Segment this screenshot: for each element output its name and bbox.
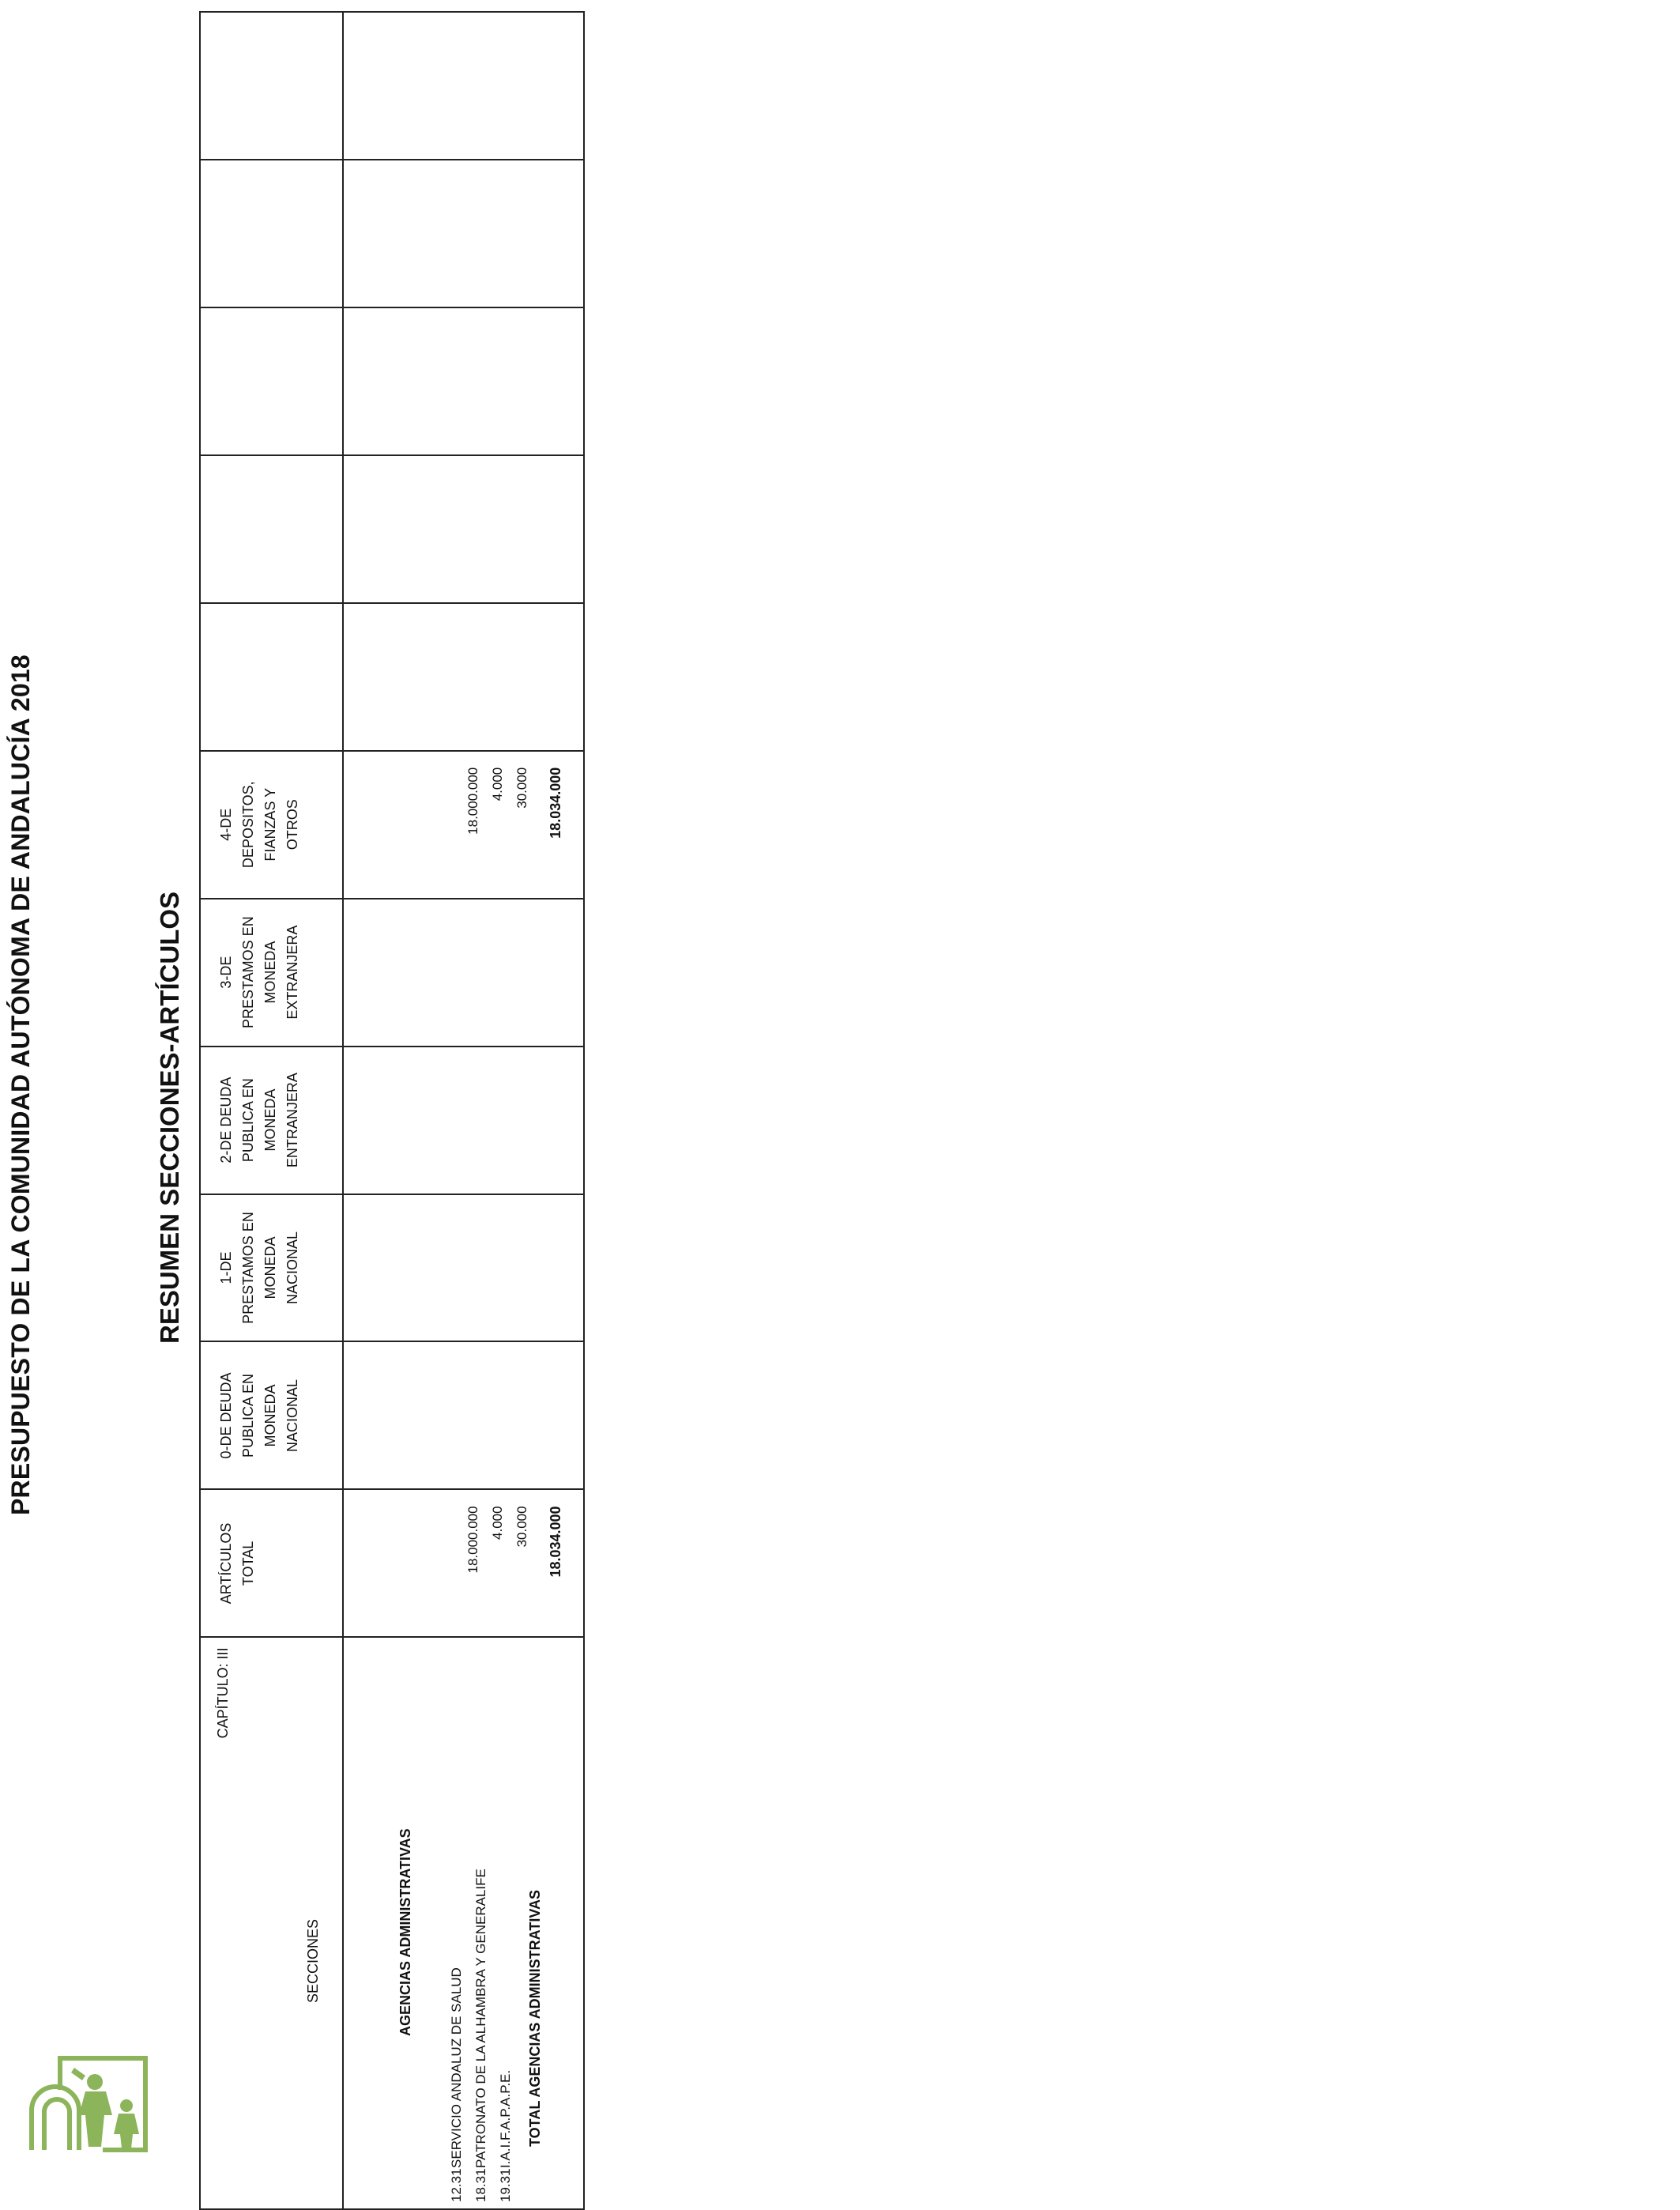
total-column-cell bbox=[343, 1489, 584, 1637]
header-line: PUBLICA EN bbox=[240, 1078, 256, 1163]
art3-cell bbox=[343, 899, 584, 1047]
header-empty bbox=[200, 307, 343, 455]
header-art-0 bbox=[200, 1341, 343, 1489]
header-line: NACIONAL bbox=[284, 1231, 300, 1305]
section-code: 18.31 bbox=[473, 2168, 488, 2202]
header-art-3 bbox=[200, 899, 343, 1047]
table-row bbox=[444, 1638, 469, 2202]
art4-cell bbox=[343, 751, 584, 899]
header-art-1 bbox=[200, 1194, 343, 1342]
table-row bbox=[493, 1638, 518, 2202]
header-line: MONEDA bbox=[262, 941, 278, 1004]
header-line: 1-DE bbox=[218, 1251, 234, 1284]
header-line: NACIONAL bbox=[284, 1378, 300, 1452]
header-line: 2-DE DEUDA bbox=[218, 1077, 234, 1163]
header-line: MONEDA bbox=[262, 1088, 278, 1152]
secciones-cell bbox=[343, 1637, 584, 2209]
header-line: PRESTAMOS EN bbox=[240, 916, 256, 1028]
section-code: 12.31 bbox=[449, 2168, 464, 2202]
header-line: 3-DE bbox=[218, 956, 234, 989]
header-line: TOTAL bbox=[240, 1541, 256, 1586]
empty-cell bbox=[343, 307, 584, 455]
row-total-value: 18.000.000 bbox=[465, 1506, 480, 1574]
art0-cell bbox=[343, 1341, 584, 1489]
header-line: PUBLICA EN bbox=[240, 1373, 256, 1458]
header-empty bbox=[200, 12, 343, 160]
header-line: MONEDA bbox=[262, 1236, 278, 1299]
header-line: OTROS bbox=[284, 799, 300, 850]
empty-cell bbox=[343, 12, 584, 160]
page-title: PRESUPUESTO DE LA COMUNIDAD AUTÓNOMA DE ANDALUCÍA 2018 bbox=[6, 654, 35, 1515]
header-line: 0-DE DEUDA bbox=[218, 1372, 234, 1459]
header-line: MONEDA bbox=[262, 1384, 278, 1447]
art2-cell bbox=[343, 1047, 584, 1194]
empty-cell bbox=[343, 160, 584, 307]
section-code: 19.31 bbox=[498, 2168, 513, 2202]
grand-total-value: 18.034.000 bbox=[548, 1506, 563, 1578]
header-art-4 bbox=[200, 751, 343, 899]
header-line: ARTÍCULOS bbox=[218, 1522, 234, 1605]
row-art4-value: 4.000 bbox=[490, 767, 505, 801]
header-articulos-total bbox=[200, 1489, 343, 1637]
secciones-label: SECCIONES bbox=[305, 1918, 321, 2003]
header-line: EXTRANJERA bbox=[284, 925, 300, 1020]
empty-cell bbox=[343, 455, 584, 603]
junta-andalucia-logo-icon bbox=[9, 2055, 149, 2153]
header-line: DEPOSITOS, bbox=[240, 781, 256, 869]
table-row bbox=[469, 1638, 493, 2202]
header-line: ENTRANJERA bbox=[284, 1073, 300, 1168]
header-line: 4-DE bbox=[218, 808, 234, 841]
art1-cell bbox=[343, 1194, 584, 1342]
section-name: I.A.I.F.A.P.A.P.E. bbox=[498, 2069, 513, 2168]
header-empty bbox=[200, 160, 343, 307]
header-empty bbox=[200, 603, 343, 751]
total-label: TOTAL AGENCIAS ADMINISTRATIVAS bbox=[527, 1889, 543, 2147]
row-total-value: 30.000 bbox=[514, 1506, 529, 1548]
empty-cell bbox=[343, 603, 584, 751]
section-name: PATRONATO DE LA ALHAMBRA Y GENERALIFE bbox=[473, 1869, 488, 2168]
header-secciones bbox=[200, 1637, 343, 2209]
row-art4-value: 18.000.000 bbox=[465, 767, 480, 835]
page-subtitle: RESUMEN SECCIONES-ARTÍCULOS bbox=[155, 891, 184, 1344]
capitulo-label: CAPÍTULO: III bbox=[215, 1647, 231, 1739]
section-name: SERVICIO ANDALUZ DE SALUD bbox=[449, 1967, 464, 2168]
art4-total-value: 18.034.000 bbox=[548, 767, 563, 839]
summary-table bbox=[199, 11, 585, 2210]
header-line: FIANZAS Y bbox=[262, 787, 278, 862]
header-art-2 bbox=[200, 1047, 343, 1194]
group-title: AGENCIAS ADMINISTRATIVAS bbox=[397, 1828, 413, 2036]
row-art4-value: 30.000 bbox=[514, 767, 529, 809]
row-total-value: 4.000 bbox=[490, 1506, 505, 1540]
header-empty bbox=[200, 455, 343, 603]
header-line: PRESTAMOS EN bbox=[240, 1212, 256, 1324]
